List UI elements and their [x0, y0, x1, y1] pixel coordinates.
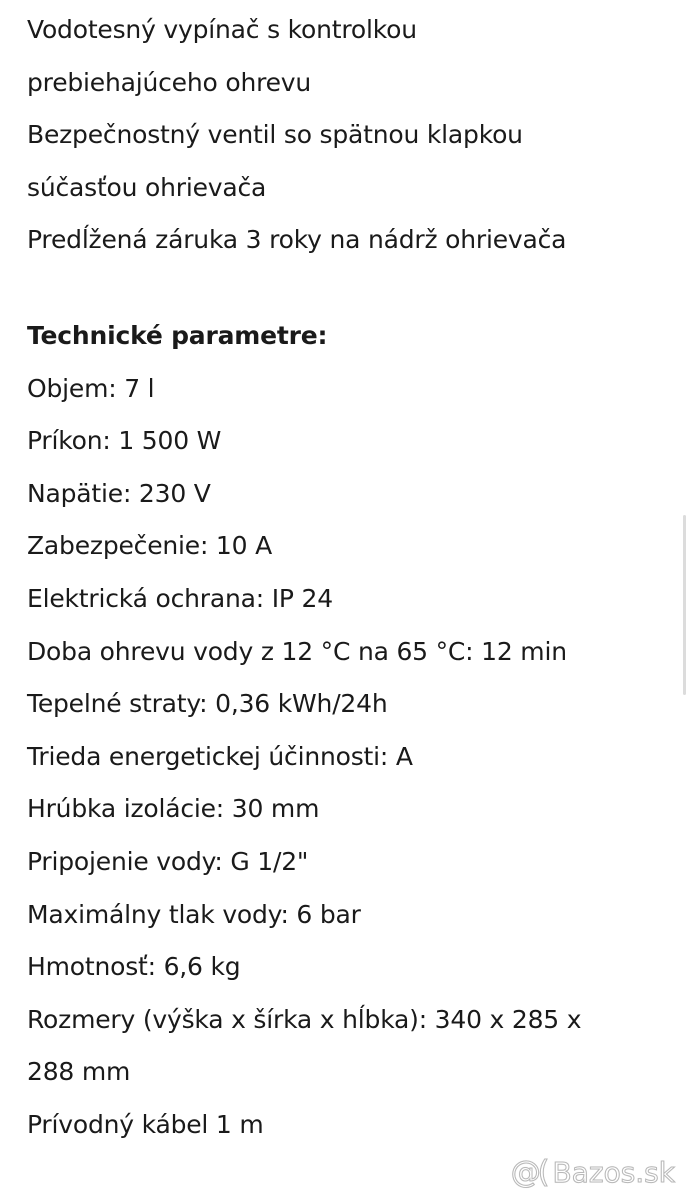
bazos-watermark: [511, 1155, 675, 1190]
parameter-max-pressure: Maximálny tlak vody: 6 bar: [27, 899, 361, 929]
parameter-fuse: Zabezpečenie: 10 A: [27, 531, 272, 561]
parameter-weight: Hmotnosť: 6,6 kg: [27, 952, 241, 982]
feature-line: Bezpečnostný ventil so spätnou klapkou: [27, 120, 523, 150]
feature-line: Predĺžená záruka 3 roky na nádrž ohrievača: [27, 225, 567, 255]
parameter-power: Príkon: 1 500 W: [27, 426, 222, 456]
watermark-text: Bazos.sk: [552, 1156, 675, 1189]
parameter-dimensions: Rozmery (výška x šírka x hĺbka): 340 x 285 x: [27, 1004, 582, 1034]
parameter-water-connection: Pripojenie vody: G 1/2": [27, 846, 309, 876]
feature-line: súčasťou ohrievača: [27, 172, 267, 202]
parameter-volume: Objem: 7 l: [27, 373, 155, 403]
parameter-protection: Elektrická ochrana: IP 24: [27, 583, 333, 613]
technical-parameters-heading: Technické parametre:: [27, 320, 328, 350]
feature-line: prebiehajúceho ohrevu: [27, 67, 312, 97]
parameter-insulation: Hrúbka izolácie: 30 mm: [27, 794, 320, 824]
parameter-heat-loss: Tepelné straty: 0,36 kWh/24h: [27, 689, 388, 719]
parameter-dimensions-continued: 288 mm: [27, 1057, 131, 1087]
scrollbar[interactable]: [683, 515, 686, 695]
parameter-heating-time: Doba ohrevu vody z 12 °C na 65 °C: 12 min: [27, 636, 567, 666]
parameter-power-cable: Prívodný kábel 1 m: [27, 1109, 264, 1139]
section-spacer: [27, 267, 667, 310]
listing-description: [27, 4, 667, 1151]
parameter-energy-class: Trieda energetickej účinnosti: A: [27, 741, 413, 771]
watermark-logo-icon: @(: [510, 1155, 547, 1190]
feature-line: Vodotesný vypínač s kontrolkou: [27, 15, 417, 44]
parameter-voltage: Napätie: 230 V: [27, 478, 211, 508]
